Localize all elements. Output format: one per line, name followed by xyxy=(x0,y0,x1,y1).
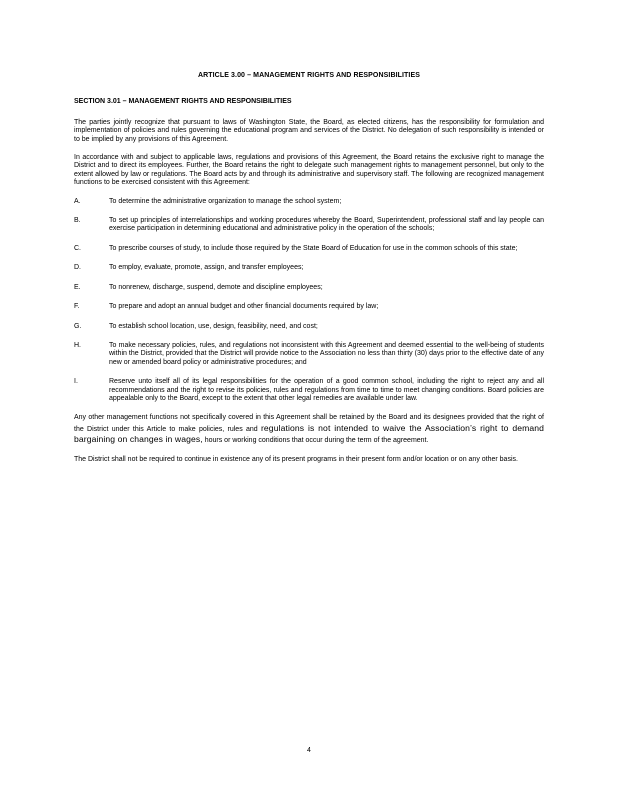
list-item xyxy=(74,245,544,253)
list-item xyxy=(74,303,544,311)
list-item-label: D. xyxy=(74,264,81,272)
page-number: 4 xyxy=(307,747,311,754)
document-body xyxy=(74,72,544,474)
article-title: ARTICLE 3.00 – MANAGEMENT RIGHTS AND RESPONSIBILITIES xyxy=(197,72,421,79)
paragraph-programs: The District shall not be required to continue in existence any of its present programs in their present form and/or location or on any other basis. xyxy=(74,455,518,463)
list-item-label: F. xyxy=(74,303,80,311)
list-item-text: To nonrenew, discharge, suspend, demote and discipline employees; xyxy=(109,283,323,291)
list-item-label: H. xyxy=(74,341,81,349)
list-item xyxy=(74,323,544,331)
section-title: SECTION 3.01 – MANAGEMENT RIGHTS AND RESPONSIBILITIES xyxy=(74,98,292,106)
paragraph-other-functions xyxy=(74,414,544,445)
paragraph-intro: The parties jointly recognize that pursuant to laws of Washington State, the Board, as elected citizens, has the responsibility for formulation and implementation of policies and rules governing the educational program and services of the District. No delegation of such responsibility is intended or to be implied by any provisions of this Agreement. xyxy=(74,118,544,143)
list-item-label: G. xyxy=(74,322,82,330)
list-item xyxy=(74,378,544,403)
list-item-text: To prepare and adopt an annual budget and other financial documents required by law; xyxy=(109,303,379,311)
list-item-text: To employ, evaluate, promote, assign, and transfer employees; xyxy=(109,264,304,272)
paragraph-accordance: In accordance with and subject to applicable laws, regulations and provisions of this Agreement, the Board retains the exclusive right to manage the District and to direct its employees. Further, the Board retains the right to delegate such management rights to management personnel, but only to the extent allowed by law or regulations. The Board acts by and through its administrative and supervisory staff. The following are recognized management functions to be exercised consistent with this Agreement: xyxy=(74,154,544,187)
list-item-label: I. xyxy=(74,378,78,386)
list-item xyxy=(74,284,544,292)
list-item-text: To determine the administrative organization to manage the school system; xyxy=(109,197,342,205)
paragraph-other-functions-part3: hours or working conditions that occur during the term of the agreement. xyxy=(204,437,429,445)
paragraph-other-functions-part1: Any other management functions not specifically covered in this Agreement shall be retained by the Board and its designees provided that the right of the District under this Article to make policies, rules and xyxy=(74,414,544,433)
list-item-text: To make necessary policies, rules, and regulations not inconsistent with this Agreement and deemed essential to the well-being of students within the District, provided that the District will provide notice to the Association no less than thirty (30) days prior to the effective date of any new or amended board policy or administrative procedures; and xyxy=(109,341,544,366)
list-item xyxy=(74,264,544,272)
list-item-text: To prescribe courses of study, to include those required by the State Board of Education for use in the common schools of this state; xyxy=(109,244,518,252)
list-item xyxy=(74,342,544,367)
list-item xyxy=(74,198,544,206)
list-item-text: To set up principles of interrelationships and working procedures whereby the Board, Superintendent, professional staff and lay people can exercise participation in determining educational and administrative policy in the operation of the schools; xyxy=(109,217,544,233)
list-item-label: C. xyxy=(74,244,81,252)
list-item-label: E. xyxy=(74,283,81,291)
paragraph-other-functions-part2: regulations is not intended to waive the Association’s right to demand bargaining on changes in wages, xyxy=(74,422,544,445)
list-item xyxy=(74,217,544,234)
list-item-label: A. xyxy=(74,197,81,205)
list-item-label: B. xyxy=(74,217,81,225)
list-item-text: To establish school location, use, design, feasibility, need, and cost; xyxy=(109,322,318,330)
list-item-text: Reserve unto itself all of its legal responsibilities for the operation of a good common school, including the right to reject any and all recommendations and the right to revise its policies, rules and regulations from time to time to meet changing conditions. Board policies are appealable only to the Board, except to the extent that other legal remedies are available under law. xyxy=(109,378,544,402)
